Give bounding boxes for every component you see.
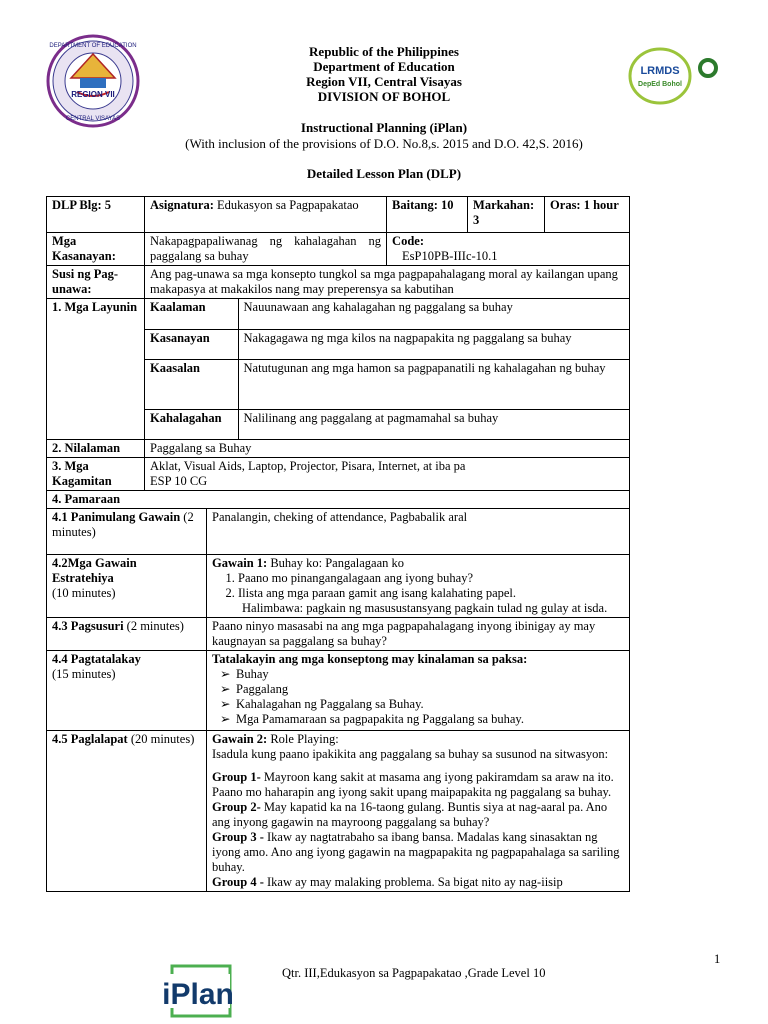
nilalaman-value: Paggalang sa Buhay	[145, 440, 630, 458]
p42-gawain-value: Buhay ko: Pangalagaan ko	[270, 556, 404, 570]
group-text: Mayroon kang sakit at masama ang iyong pakiramdam sa araw na ito. Paano mo haharapin ang iyong sakit upang maipapakita ng paggalang sa buhay.	[212, 770, 614, 799]
nilalaman-label: 2. Nilalaman	[47, 440, 145, 458]
kasanayan-value: Nakapagpapaliwanag ng kahalagahan ng paggalang sa buhay	[145, 233, 387, 266]
header-line-2: Department of Education	[313, 59, 455, 74]
layunin-cell	[145, 299, 630, 440]
table-row	[47, 509, 630, 555]
p43-time: (2 minutes)	[126, 619, 184, 633]
kagamitan-value-2: ESP 10 CG	[150, 474, 208, 488]
plan-title: Instructional Planning (iPlan)	[300, 120, 468, 135]
p44-time: (15 minutes)	[52, 667, 116, 681]
list-item: ➢ Paggalang	[220, 682, 624, 697]
table-row	[145, 329, 629, 359]
list-item: ➢ Mga Pamamaraan sa pagpapakita ng Paggalang sa buhay.	[220, 712, 624, 727]
kasanayan2-value: Nakagagawa ng mga kilos na nagpapakita ng paggalang sa buhay	[238, 329, 629, 359]
kagamitan-cell	[145, 458, 630, 491]
p42-label-cell	[47, 555, 207, 618]
list-item: ➢ Kahalagahan ng Paggalang sa Buhay.	[220, 697, 624, 712]
table-row	[47, 458, 630, 491]
table-row	[145, 409, 629, 439]
p45-label: 4.5 Paglalapat	[52, 732, 128, 746]
footer-text: Qtr. III,Edukasyon sa Pagpapakatao ,Grade Level 10	[282, 966, 546, 980]
asignatura-label: Asignatura:	[150, 198, 214, 212]
p41-label-cell	[47, 509, 207, 555]
lrmds-subtitle: DepEd Bohol	[638, 81, 682, 88]
group-label: Group 2-	[212, 800, 261, 814]
p44-label: 4.4 Pagtatalakay	[52, 652, 141, 666]
p42-gawain-label: Gawain 1:	[212, 556, 268, 570]
table-row	[47, 651, 630, 731]
susi-label: Susi ng Pag-unawa:	[47, 266, 145, 299]
iplan-logo-text: iPlan	[162, 978, 234, 1011]
baitang: Baitang: 10	[387, 197, 468, 233]
group-1	[212, 770, 624, 800]
table-row	[47, 731, 630, 892]
p42-halimbawa: Halimbawa: pagkain ng masusustansyang pagkain tulad ng gulay at isda.	[242, 601, 608, 615]
group-text: Ikaw ay may malaking problema. Sa bigat nito ay nag-iisip	[263, 875, 563, 889]
kasanayan2-label: Kasanayan	[145, 329, 238, 359]
header-line-4: DIVISION OF BOHOL	[317, 89, 451, 104]
lesson-plan-table	[46, 196, 630, 892]
seal-top-text: DEPARTMENT OF EDUCATION	[49, 43, 137, 49]
group-text: Ikaw ay nagtatrabaho sa ibang bansa. Madalas kang sinasaktan ng iyong amo. Ano ang iyong gagawin na magpapakita ng pagpapahalaga sa sariling buhay.	[212, 830, 620, 874]
dlp-title: Detailed Lesson Plan (DLP)	[306, 166, 462, 181]
p44-label-cell	[47, 651, 207, 731]
p42-time: (10 minutes)	[52, 586, 116, 600]
p42-gawain	[212, 556, 624, 571]
group-text: May kapatid ka na 16-taong gulang. Buntis siya at nag-aaral pa. Ano ang inyong gagawin na mayroong paggalang sa buhay?	[212, 800, 608, 829]
p42-list	[212, 571, 624, 601]
code-cell	[387, 233, 630, 266]
p45-gawain	[212, 732, 624, 747]
p44-heading: Tatalakayin ang mga konseptong may kinalaman sa paksa:	[212, 652, 528, 666]
group-3	[212, 830, 624, 875]
letterhead	[0, 44, 768, 104]
table-row	[47, 440, 630, 458]
page-number: 1	[714, 952, 721, 966]
p45-label-cell	[47, 731, 207, 892]
p45-gawain-label: Gawain 2:	[212, 732, 268, 746]
header-line-1: Republic of the Philippines	[309, 44, 459, 59]
dlp-number: DLP Blg: 5	[47, 197, 145, 233]
p42-label: 4.2Mga Gawain Estratehiya	[52, 556, 137, 585]
code-value: EsP10PB-IIIc-10.1	[402, 249, 498, 263]
layunin-table	[145, 299, 629, 439]
plan-subtitle: (With inclusion of the provisions of D.O. No.8,s. 2015 and D.O. 42,S. 2016)	[185, 136, 583, 151]
table-row	[47, 266, 630, 299]
markahan: Markahan: 3	[468, 197, 545, 233]
p44-cell	[207, 651, 630, 731]
p43-value: Paano ninyo masasabi na ang mga pagpapahalagang inyong ibinigay ay may kaugnayan sa paggalang sa buhay?	[207, 618, 630, 651]
p41-time: (2 minutes)	[52, 510, 194, 539]
group-2	[212, 800, 624, 830]
p45-gawain-value: Role Playing:	[270, 732, 339, 746]
p41-value: Panalangin, cheking of attendance, Pagbabalik aral	[207, 509, 630, 555]
p44-list	[212, 667, 624, 727]
seal-bottom-text: CENTRAL VISAYAS	[65, 116, 121, 122]
p43-label-cell	[47, 618, 207, 651]
layunin-label: 1. Mga Layunin	[47, 299, 145, 440]
table-row	[47, 233, 630, 266]
seal-region-text: REGION VII	[71, 90, 115, 99]
group-label: Group 1-	[212, 770, 261, 784]
table-row	[47, 555, 630, 618]
susi-value: Ang pag-unawa sa mga konsepto tungkol sa mga pagpapahalagang moral ay kailangan upang makapasya at makakilos nang may preperensya sa kabutihan	[145, 266, 630, 299]
kagamitan-value-1: Aklat, Visual Aids, Laptop, Projector, Pisara, Internet, at iba pa	[150, 459, 466, 473]
kaasalan-label: Kaasalan	[145, 359, 238, 409]
kahalagahan-label: Kahalagahan	[145, 409, 238, 439]
p43-label: 4.3 Pagsusuri	[52, 619, 124, 633]
pamaraan-label: 4. Pamaraan	[47, 491, 630, 509]
table-row	[145, 299, 629, 329]
asignatura-value: Edukasyon sa Pagpapakatao	[217, 198, 359, 212]
list-item: ➢ Buhay	[220, 667, 624, 682]
kasanayan-label: Mga Kasanayan:	[47, 233, 145, 266]
table-row	[47, 491, 630, 509]
kagamitan-label: 3. Mga Kagamitan	[47, 458, 145, 491]
lrmds-title: LRMDS	[640, 65, 680, 77]
p42-cell	[207, 555, 630, 618]
group-4	[212, 875, 624, 890]
table-row	[145, 359, 629, 409]
p41-label: 4.1 Panimulang Gawain	[52, 510, 181, 524]
list-item: 2. Ilista ang mga paraan gamit ang isang kalahating papel.	[238, 586, 624, 601]
group-label: Group 4 -	[212, 875, 264, 889]
kaasalan-value: Natutugunan ang mga hamon sa pagpapanatili ng kahalagahan ng buhay	[238, 359, 629, 409]
group-label: Group 3 -	[212, 830, 264, 844]
table-row	[47, 299, 630, 440]
kaalaman-value: Nauunawaan ang kahalagahan ng paggalang sa buhay	[238, 299, 629, 329]
table-row	[47, 618, 630, 651]
code-label: Code:	[392, 234, 424, 248]
oras: Oras: 1 hour	[545, 197, 630, 233]
list-item: 1. Paano mo pinangangalagaan ang iyong buhay?	[238, 571, 624, 586]
header-line-3: Region VII, Central Visayas	[306, 74, 462, 89]
kahalagahan-value: Nalilinang ang paggalang at pagmamahal sa buhay	[238, 409, 629, 439]
p45-intro: Isadula kung paano ipakikita ang paggalang sa buhay sa susunod na sitwasyon:	[212, 747, 609, 761]
table-row	[47, 197, 630, 233]
asignatura-cell	[145, 197, 387, 233]
iplan-logo	[158, 964, 244, 1022]
kaalaman-label: Kaalaman	[145, 299, 238, 329]
p45-time: (20 minutes)	[130, 732, 195, 746]
plan-title-block	[0, 120, 768, 152]
p45-cell	[207, 731, 630, 892]
